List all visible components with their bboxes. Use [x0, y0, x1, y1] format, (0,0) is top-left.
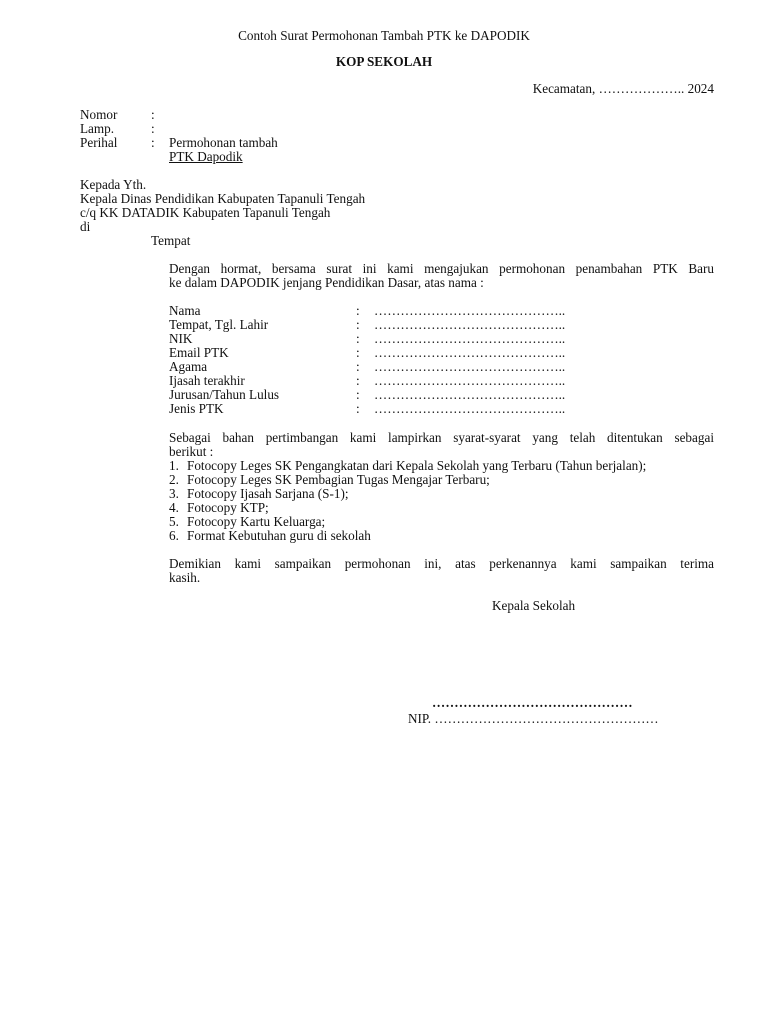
field-label: Email PTK — [169, 345, 229, 360]
field-value: …………………………………….. — [374, 345, 566, 360]
field-value: …………………………………….. — [374, 303, 566, 318]
signer-nip: NIP. …………………………………………… — [408, 711, 659, 726]
closing-line2: kasih. — [169, 570, 201, 585]
intro-line1: Dengan hormat, bersama surat ini kami mengajukan permohonan penambahan PTK Baru — [169, 261, 714, 276]
list-item-number: 5. — [169, 514, 179, 529]
nomor-label: Nomor — [80, 107, 118, 122]
lamp-label: Lamp. — [80, 121, 115, 136]
field-value: …………………………………….. — [374, 359, 566, 374]
recipient-di: di — [80, 219, 91, 234]
perihal-text-line2: PTK Dapodik — [169, 149, 243, 164]
list-item-number: 6. — [169, 528, 179, 543]
field-label: NIK — [169, 331, 193, 346]
nomor-colon: : — [151, 107, 155, 122]
field-value: …………………………………….. — [374, 387, 566, 402]
intro-line2: ke dalam DAPODIK jenjang Pendidikan Dasar, atas nama : — [169, 275, 484, 290]
field-value: …………………………………….. — [374, 331, 566, 346]
field-colon: : — [356, 331, 360, 346]
field-label: Ijasah terakhir — [169, 373, 245, 388]
signer-title: Kepala Sekolah — [492, 598, 576, 613]
recipient-cq: c/q KK DATADIK Kabupaten Tapanuli Tengah — [80, 205, 331, 220]
field-value: …………………………………….. — [374, 317, 566, 332]
field-label: Nama — [169, 303, 201, 318]
field-label: Jurusan/Tahun Lulus — [169, 387, 280, 402]
field-colon: : — [356, 345, 360, 360]
perihal-colon: : — [151, 135, 155, 150]
list-item: Fotocopy Leges SK Pengangkatan dari Kepala Sekolah yang Terbaru (Tahun berjalan); — [187, 458, 647, 473]
perihal-text-line1: Permohonan tambah — [169, 135, 278, 150]
field-colon: : — [356, 401, 360, 416]
recipient-office: Kepala Dinas Pendidikan Kabupaten Tapanuli Tengah — [80, 191, 366, 206]
kop-sekolah: KOP SEKOLAH — [335, 54, 433, 69]
signer-name: ……………………………………… — [432, 695, 633, 710]
recipient-greeting: Kepada Yth. — [80, 177, 147, 192]
list-item-number: 1. — [169, 458, 179, 473]
attachments-intro-line1: Sebagai bahan pertimbangan kami lampirkan syarat-syarat yang telah ditentukan sebagai — [169, 430, 714, 445]
field-label: Tempat, Tgl. Lahir — [169, 317, 269, 332]
list-item-number: 2. — [169, 472, 179, 487]
field-value: …………………………………….. — [374, 373, 566, 388]
field-colon: : — [356, 373, 360, 388]
list-item-number: 3. — [169, 486, 179, 501]
field-value: …………………………………….. — [374, 401, 566, 416]
field-colon: : — [356, 387, 360, 402]
document-title: Contoh Surat Permohonan Tambah PTK ke DAPODIK — [238, 28, 530, 43]
field-label: Jenis PTK — [169, 401, 224, 416]
field-colon: : — [356, 317, 360, 332]
attachments-intro-line2: berikut : — [169, 444, 214, 459]
list-item: Format Kebutuhan guru di sekolah — [187, 528, 371, 543]
list-item: Fotocopy Leges SK Pembagian Tugas Mengajar Terbaru; — [187, 472, 490, 487]
date-line: Kecamatan, ……………….. 2024 — [532, 81, 714, 96]
perihal-label: Perihal — [80, 135, 118, 150]
list-item: Fotocopy KTP; — [187, 500, 269, 515]
field-label: Agama — [169, 359, 208, 374]
field-colon: : — [356, 303, 360, 318]
list-item: Fotocopy Kartu Keluarga; — [187, 514, 326, 529]
closing-line1: Demikian kami sampaikan permohonan ini, atas perkenannya kami sampaikan terima — [169, 556, 714, 571]
list-item-number: 4. — [169, 500, 179, 515]
recipient-place: Tempat — [151, 233, 191, 248]
field-colon: : — [356, 359, 360, 374]
list-item: Fotocopy Ijasah Sarjana (S-1); — [187, 486, 349, 501]
lamp-colon: : — [151, 121, 155, 136]
